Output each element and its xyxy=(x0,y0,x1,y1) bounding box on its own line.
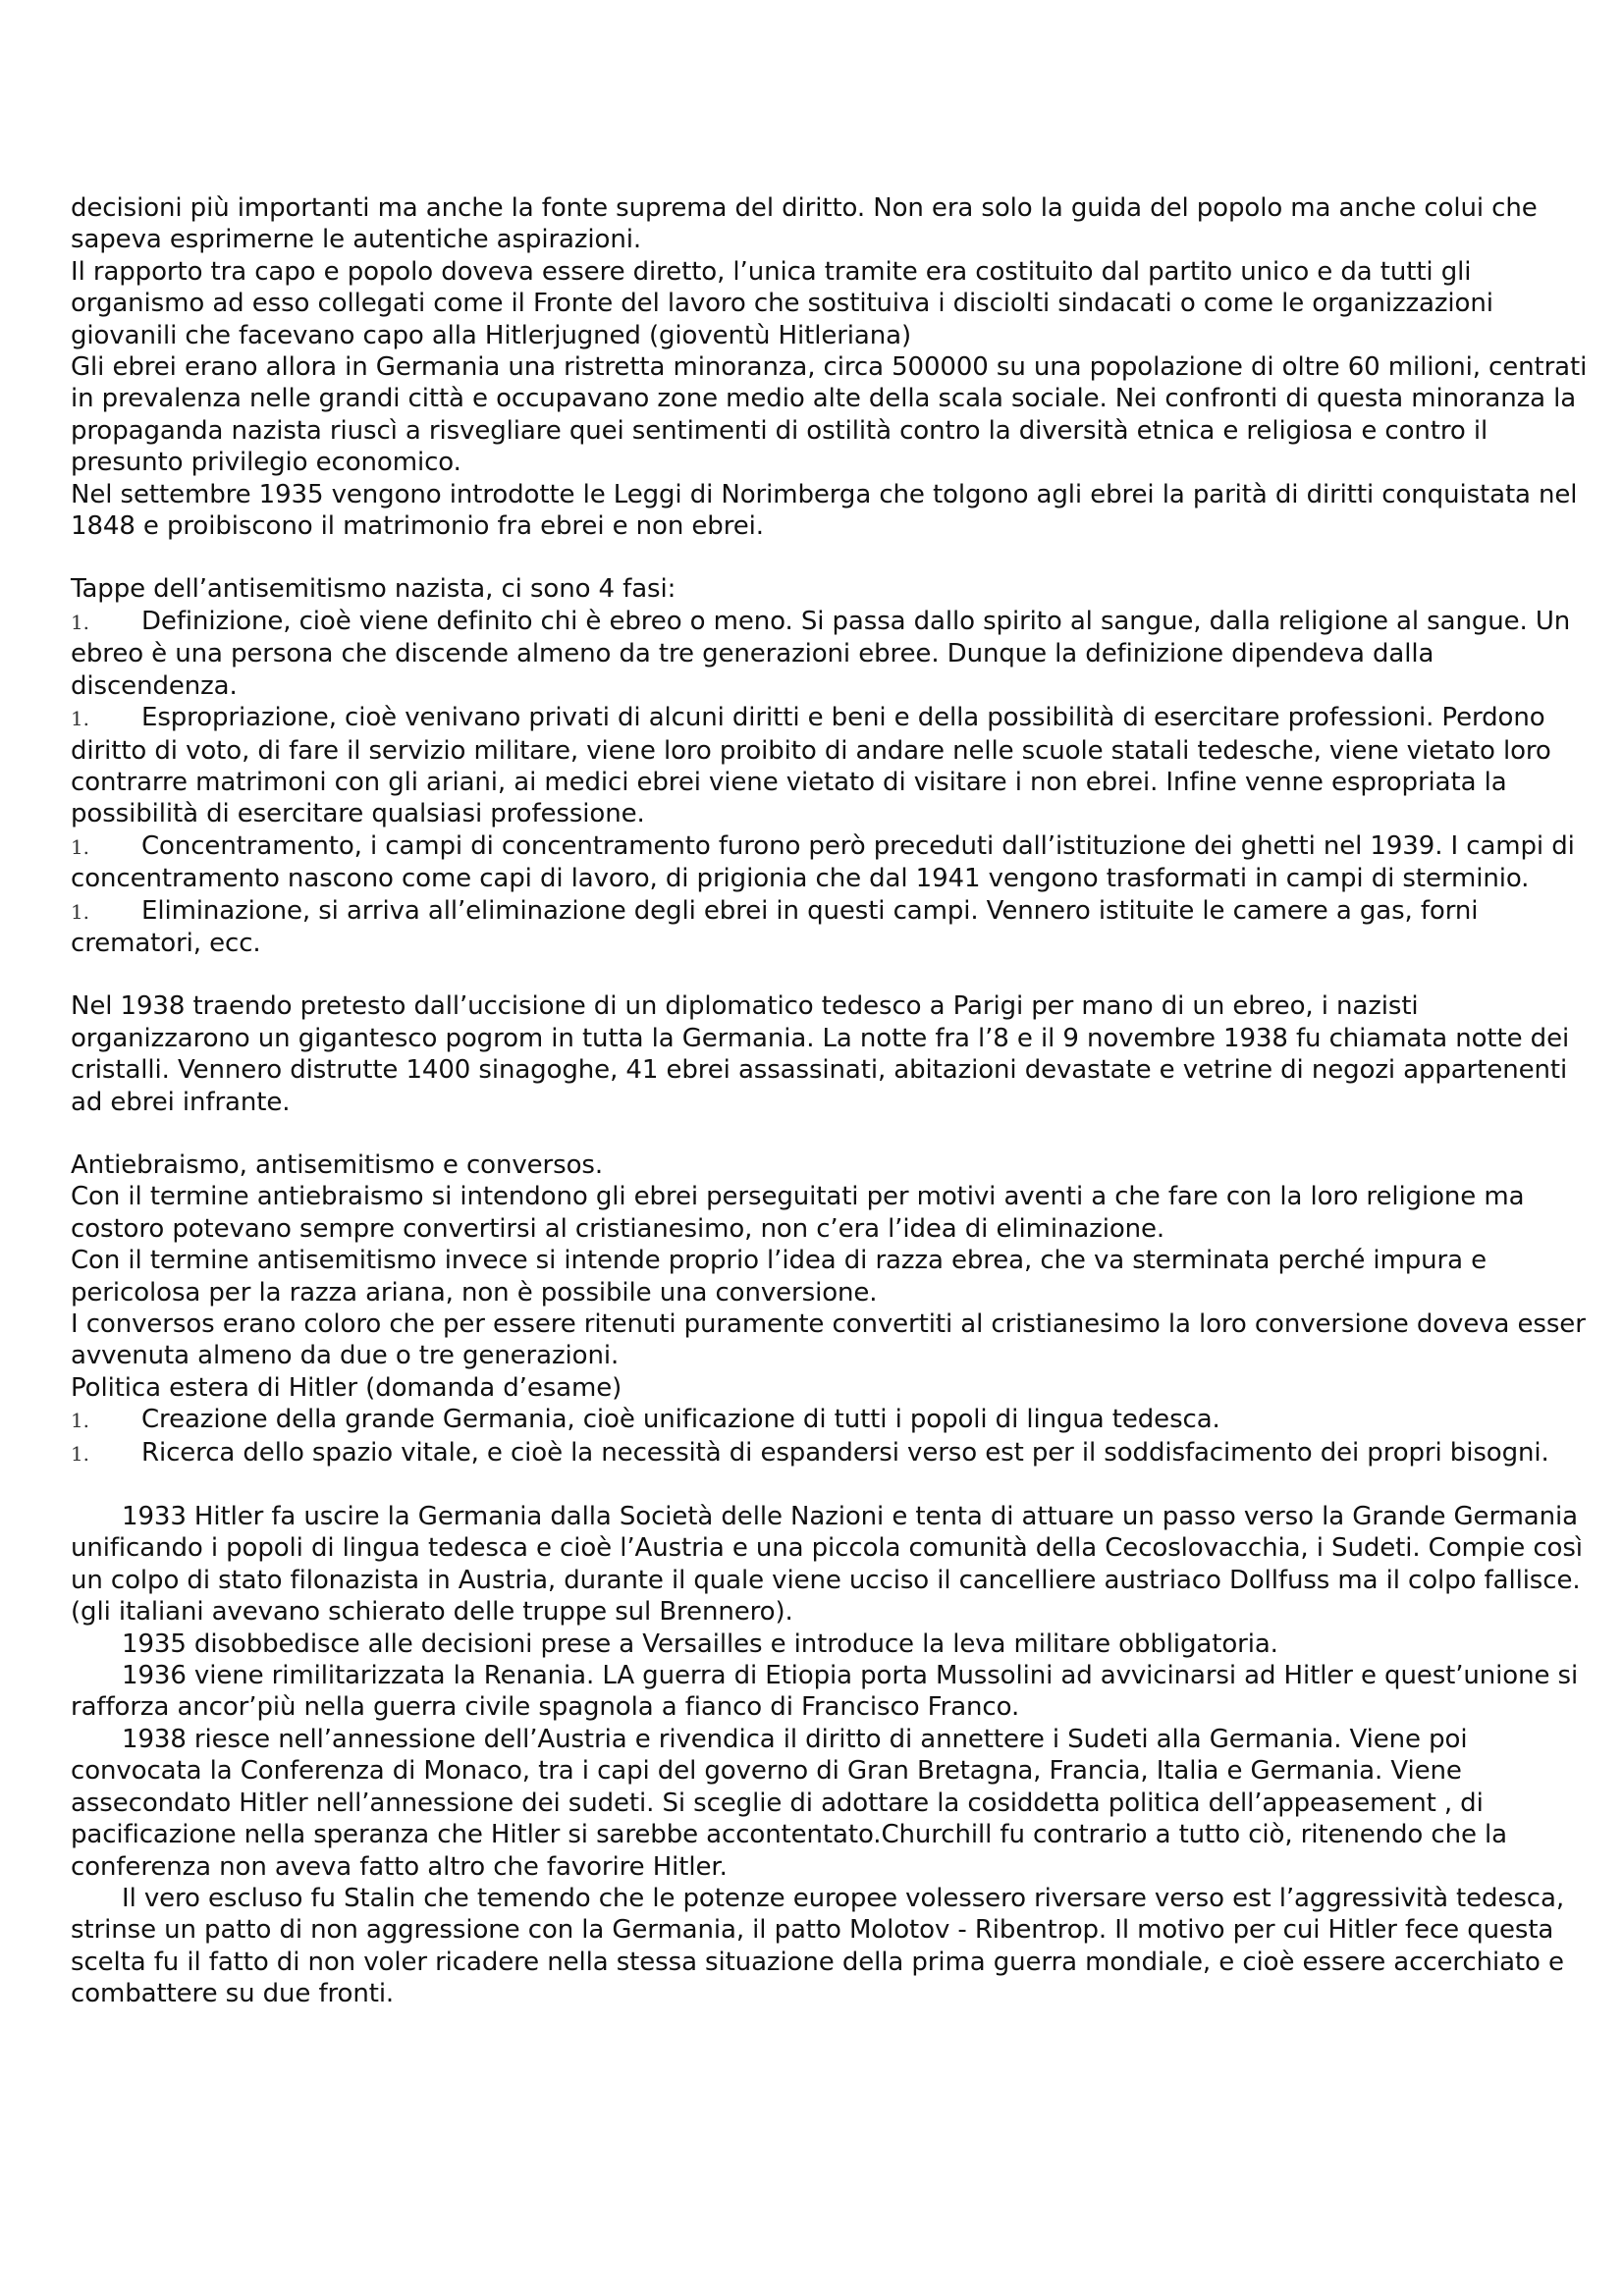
list-item xyxy=(71,895,1602,960)
chronology-text: Il vero escluso fu Stalin che temendo che le potenze europee volessero riversare verso est l’aggressività tedesca, strinse un patto di non aggressione con la Germania, il patto Molotov - Ribentrop. Il motivo per cui Hitler fece questa scelta fu il fatto di non voler ricadere nella stessa situazione della prima guerra mondiale, e cioè essere accerchiato e combattere su due fronti. xyxy=(71,1883,1564,2009)
list-number: 1. xyxy=(71,1441,89,1466)
document-page xyxy=(71,192,1602,2010)
spacer xyxy=(71,542,1602,573)
list-text: Espropriazione, cioè venivano privati di alcuni diritti e beni e della possibilità di esercitare professioni. Perdono diritto di voto, di fare il servizio militare, viene loro proibito di andare nelle scuole statali tedesche, viene vietato loro contrarre matrimoni con gli ariani, ai medici ebrei viene vietato di visitare i non ebrei. Infine venne espropriata la possibilità di esercitare qualsiasi professione. xyxy=(71,703,1551,829)
chronology-text: 1935 disobbedisce alle decisioni prese a Versailles e introduce la leva militare obbligatoria. xyxy=(122,1629,1278,1659)
list-number: 1. xyxy=(71,899,89,924)
chronology-text: 1938 riesce nell’annessione dell’Austria e rivendica il diritto di annettere i Sudeti alla Germania. Viene poi convocata la Conferenza di Monaco, tra i capi del governo di Gran Bretagna, Francia, Italia e Germania. Viene assecondato Hitler nell’annessione dei sudeti. Si sceglie di adottare la cosiddetta politica dell’appeasement , di pacificazione nella speranza che Hitler si sarebbe accontentato.Churchill fu contrario a tutto ciò, ritenendo che la conferenza non aveva fatto altro che favorire Hitler. xyxy=(71,1724,1507,1882)
paragraph-nuremberg-laws: Nel settembre 1935 vengono introdotte le Leggi di Norimberga che tolgono agli ebrei la parità di diritti conquistata nel 1848 e proibiscono il matrimonio fra ebrei e non ebrei. xyxy=(71,479,1578,542)
chronology-text: 1936 viene rimilitarizzata la Renania. LA guerra di Etiopia porta Mussolini ad avvicinarsi ad Hitler e quest’unione si rafforza ancor’più nella guerra civile spagnola a fianco di Francisco Franco. xyxy=(71,1661,1579,1723)
list-item xyxy=(71,1404,1602,1436)
list-number: 1. xyxy=(71,1409,89,1433)
foreign-policy-heading: Politica estera di Hitler (domanda d’esame) xyxy=(71,1372,622,1403)
chronology-1935 xyxy=(71,1629,1602,1660)
list-number: 1. xyxy=(71,610,89,634)
chronology-1938 xyxy=(71,1724,1602,1883)
paragraph-jews-minority: Gli ebrei erano allora in Germania una ristretta minoranza, circa 500000 su una popolazione di oltre 60 milioni, centrati in prevalenza nelle grandi città e occupavano zone medio alte della scala sociale. Nei confronti di questa minoranza la propaganda nazista riuscì a risvegliare quei sentimenti di ostilità contro la diversità etnica e religiosa e contro il presunto privilegio economico. xyxy=(71,352,1588,478)
anti-heading: Antiebraismo, antisemitismo e conversos. xyxy=(71,1149,604,1180)
spacer xyxy=(71,1469,1602,1501)
chronology-1933 xyxy=(71,1501,1602,1629)
paragraph-antiebraismo: Con il termine antiebraismo si intendono gli ebrei perseguitati per motivi aventi a che fare con la loro religione ma costoro potevano sempre convertirsi al cristianesimo, non c’era l’idea di eliminazione. xyxy=(71,1182,1525,1244)
list-number: 1. xyxy=(71,834,89,859)
list-text: Definizione, cioè viene definito chi è ebreo o meno. Si passa dallo spirito al sangue, dalla religione al sangue. Un ebreo è una persona che discende almeno da tre generazioni ebree. Dunque la definizione dipendeva dalla discendenza. xyxy=(71,606,1571,701)
paragraph-leader-people: Il rapporto tra capo e popolo doveva essere diretto, l’unica tramite era costituito dal partito unico e da tutti gli organismo ad esso collegati come il Fronte del lavoro che sostituiva i disciolti sindacati o come le organizzazioni giovanili che facevano capo alla Hitlerjugned (gioventù Hitleriana) xyxy=(71,256,1493,350)
list-item xyxy=(71,830,1602,895)
spacer xyxy=(71,959,1602,990)
list-item xyxy=(71,702,1602,830)
paragraph-crystal-night: Nel 1938 traendo pretesto dall’uccisione di un diplomatico tedesco a Parigi per mano di un ebreo, i nazisti organizzarono un gigantesco pogrom in tutta la Germania. La notte fra l’8 e il 9 novembre 1938 fu chiamata notte dei cristalli. Vennero distrutte 1400 sinagoghe, 41 ebrei assassinati, abitazioni devastate e vetrine di negozi appartenenti ad ebrei infrante. xyxy=(71,991,1570,1117)
paragraph-leader-authority: decisioni più importanti ma anche la fonte suprema del diritto. Non era solo la guida del popolo ma anche colui che sapeva esprimerne le autentiche aspirazioni. xyxy=(71,193,1538,255)
list-item xyxy=(71,1437,1602,1469)
chronology-text: 1933 Hitler fa uscire la Germania dalla Società delle Nazioni e tenta di attuare un passo verso la Grande Germania unificando i popoli di lingua tedesca e cioè l’Austria e una piccola comunità della Cecoslovacchia, i Sudeti. Compie così un colpo di stato filonazista in Austria, durante il quale viene ucciso il cancelliere austriaco Dollfuss ma il colpo fallisce. (gli italiani avevano schierato delle truppe sul Brennero). xyxy=(71,1502,1583,1628)
chronology-stalin xyxy=(71,1883,1602,2010)
paragraph-antisemitismo: Con il termine antisemitismo invece si intende proprio l’idea di razza ebrea, che va sterminata perché impura e pericolosa per la razza ariana, non è possibile una conversione. xyxy=(71,1246,1488,1308)
list-text: Ricerca dello spazio vitale, e cioè la necessità di espandersi verso est per il soddisfacimento dei propri bisogni. xyxy=(141,1437,1549,1468)
list-text: Eliminazione, si arriva all’eliminazione degli ebrei in questi campi. Vennero istituite le camere a gas, forni crematori, ecc. xyxy=(71,895,1479,958)
list-number: 1. xyxy=(71,707,89,731)
list-item xyxy=(71,606,1602,702)
list-text: Concentramento, i campi di concentramento furono però preceduti dall’istituzione dei ghetti nel 1939. I campi di concentramento nascono come capi di lavoro, di prigionia che dal 1941 vengono trasformati in campi di sterminio. xyxy=(71,830,1575,894)
spacer xyxy=(71,1118,1602,1149)
phases-heading: Tappe dell’antisemitismo nazista, ci sono 4 fasi: xyxy=(71,574,676,605)
paragraph-conversos: I conversos erano coloro che per essere ritenuti puramente convertiti al cristianesimo la loro conversione doveva esser avvenuta almeno da due o tre generazioni. xyxy=(71,1309,1586,1371)
chronology-1936 xyxy=(71,1660,1602,1724)
list-text: Creazione della grande Germania, cioè unificazione di tutti i popoli di lingua tedesca. xyxy=(141,1405,1220,1435)
